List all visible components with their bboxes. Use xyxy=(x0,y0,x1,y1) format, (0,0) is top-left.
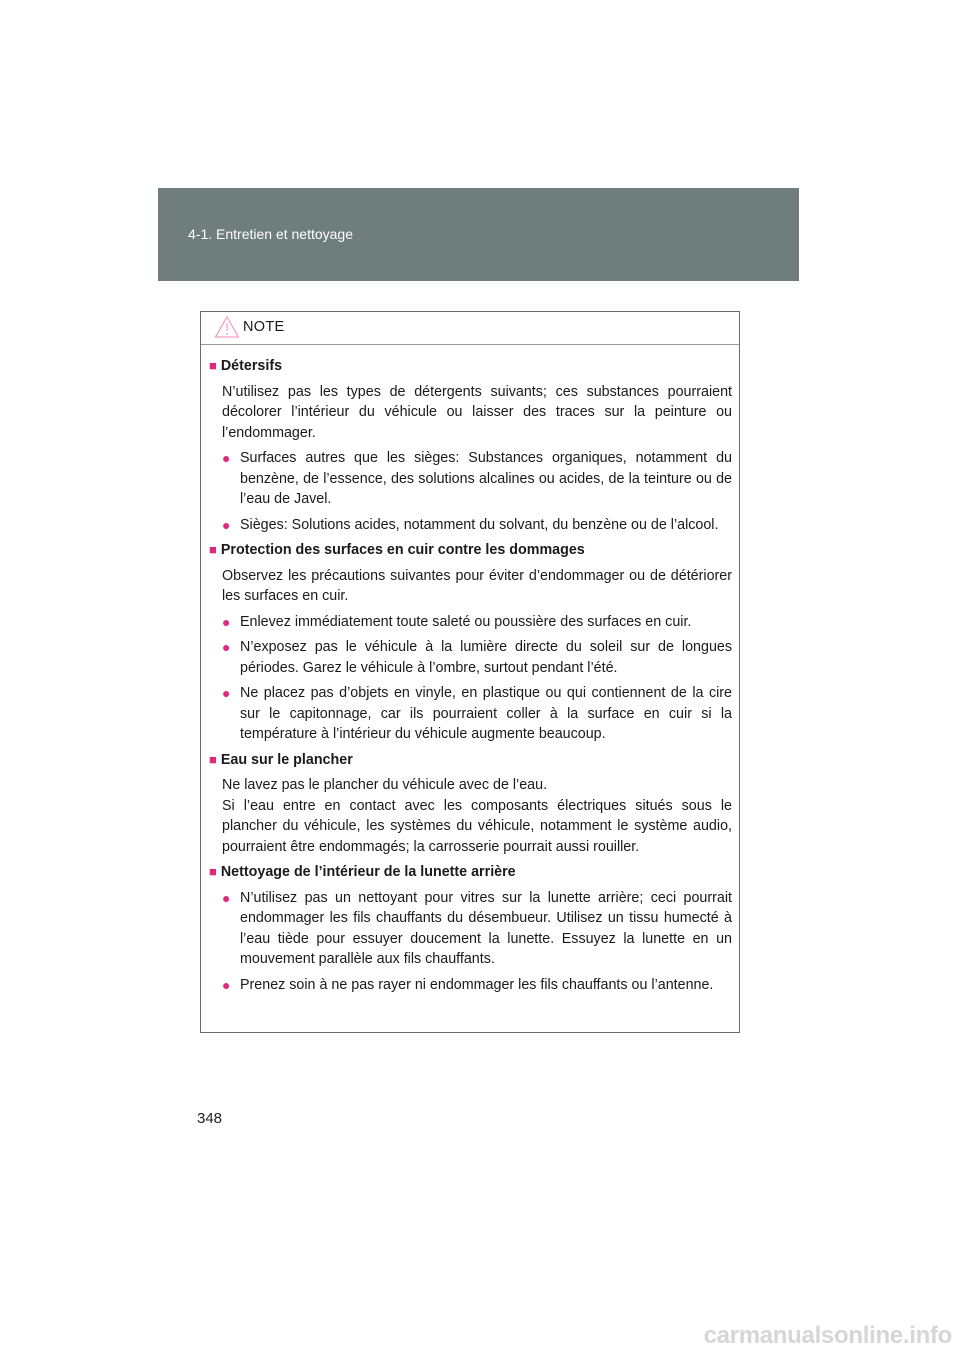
square-bullet-icon: ■ xyxy=(209,358,217,373)
note-title: NOTE xyxy=(243,319,285,335)
square-bullet-icon: ■ xyxy=(209,751,217,767)
bullet-dot-icon: ● xyxy=(222,613,231,630)
section-title xyxy=(209,356,732,377)
bullet-item xyxy=(222,448,732,510)
bullet-item xyxy=(222,975,732,996)
bullet-dot-icon: ● xyxy=(222,450,231,466)
bullet-text: Sièges: Solutions acides, notamment du solvant, du benzène ou de l’alcool. xyxy=(240,516,719,533)
section-title-text: Nettoyage de l’intérieur de la lunette arrière xyxy=(220,864,516,880)
bullet-item xyxy=(222,888,732,970)
section-title-text: Détersifs xyxy=(220,358,283,374)
page-number: 348 xyxy=(197,1110,223,1127)
bullet-item xyxy=(222,637,732,678)
bullet-dot-icon: ● xyxy=(222,889,231,906)
bullet-dot-icon: ● xyxy=(222,516,231,533)
square-bullet-icon: ■ xyxy=(209,542,217,557)
bullet-text: N’exposez pas le véhicule à la lumière directe du soleil sur de longues périodes. Garez le véhicule à l’ombre, surtout pendant l’été. xyxy=(240,639,732,676)
section-title xyxy=(209,862,732,883)
header-band xyxy=(158,188,799,281)
section-heading: 4-1. Entretien et nettoyage xyxy=(188,226,353,242)
bullet-dot-icon: ● xyxy=(222,976,231,993)
bullet-text: Prenez soin à ne pas rayer ni endommager les fils chauffants ou l’antenne. xyxy=(240,976,714,993)
bullet-text: Enlevez immédiatement toute saleté ou poussière des surfaces en cuir. xyxy=(240,613,692,630)
bullet-item xyxy=(222,683,732,745)
bullet-text: Ne placez pas d’objets en vinyle, en plastique ou qui contiennent de la cire sur le capitonnage, car ils pourraient coller à la surface en cuir si la température à l’intérieur du véhicule augmente beaucoup. xyxy=(240,685,732,742)
note-box xyxy=(200,311,740,1033)
section-title xyxy=(209,750,732,771)
footer-watermark: carmanualsonline.info xyxy=(703,1322,952,1349)
section-title-text: Eau sur le plancher xyxy=(220,751,353,768)
bullet-item xyxy=(222,612,732,633)
paragraph: N’utilisez pas les types de détergents suivants; ces substances pourraient décolorer l’intérieur du véhicule ou laisser des traces sur la peinture ou l’endommager. xyxy=(222,383,732,441)
warning-icon xyxy=(214,315,240,339)
bullet-dot-icon: ● xyxy=(222,639,231,655)
square-bullet-icon: ■ xyxy=(209,864,217,879)
section-title-text: Protection des surfaces en cuir contre les dommages xyxy=(220,542,585,558)
paragraph: Ne lavez pas le plancher du véhicule avec de l’eau. xyxy=(222,777,548,793)
note-body xyxy=(201,345,739,995)
paragraph: Observez les précautions suivantes pour éviter d’endommager ou de détériorer les surfaces en cuir. xyxy=(222,567,732,604)
note-header xyxy=(201,312,739,345)
section-title xyxy=(209,540,732,561)
bullet-text: N’utilisez pas un nettoyant pour vitres sur la lunette arrière; ceci pourrait endommager les fils chauffants du désembueur. Utilisez un tissu humecté à l’eau tiède pour essuyer doucement la lunette. Essuyez la lunette en un mouvement parallèle aux fils chauffants. xyxy=(240,889,732,967)
bullet-text: Surfaces autres que les sièges: Substances organiques, notamment du benzène, de l’essence, des solutions alcalines ou acides, de la teinture ou de l’eau de Javel. xyxy=(240,450,732,507)
bullet-item xyxy=(222,515,732,536)
bullet-dot-icon: ● xyxy=(222,685,231,701)
paragraph: Si l’eau entre en contact avec les composants électriques situés sous le plancher du véhicule, les systèmes du véhicule, notamment le système audio, pourraient être endommagés; la carrosserie pourrait aussi rouiller. xyxy=(222,797,732,855)
